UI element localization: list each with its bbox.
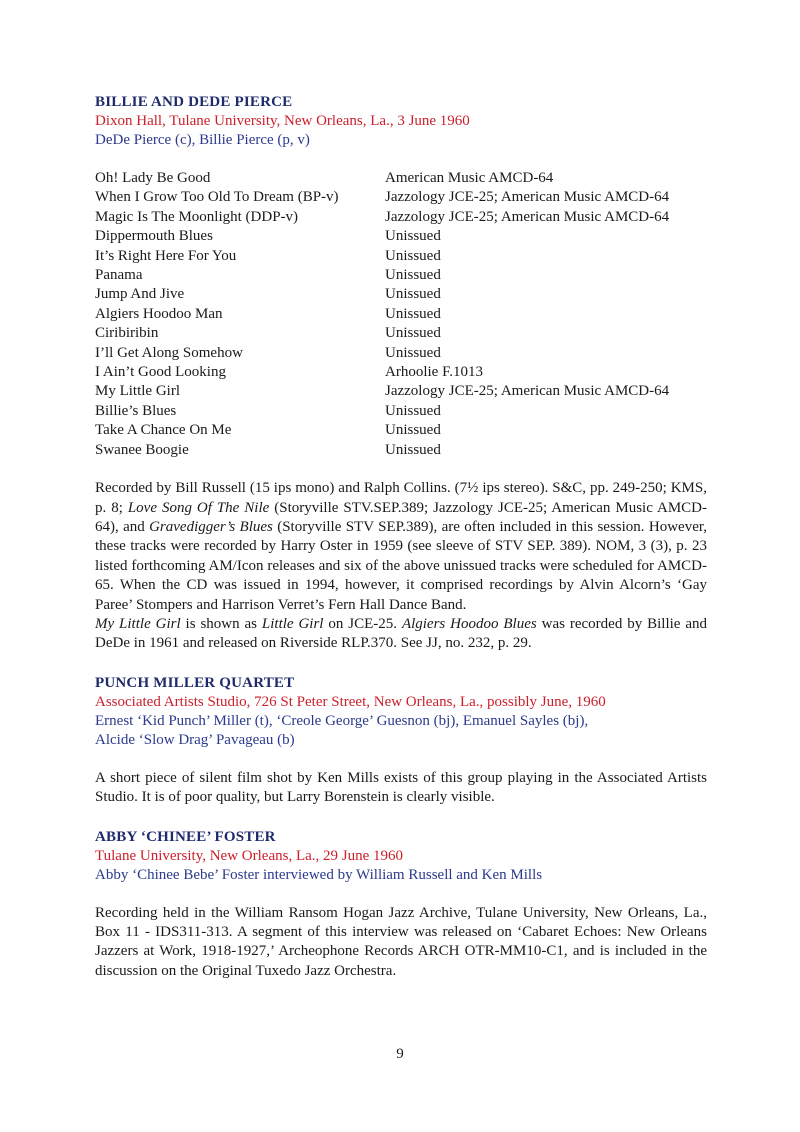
track-issue: Unissued — [385, 422, 441, 439]
section-miller — [95, 673, 707, 808]
track-issue: Unissued — [385, 325, 441, 342]
track-title: Algiers Hoodoo Man — [95, 305, 223, 322]
track-title: Magic Is The Moonlight (DDP-v) — [95, 208, 299, 225]
track-issue: Unissued — [385, 267, 441, 284]
section-title: PUNCH MILLER QUARTET — [95, 674, 295, 691]
track-row — [95, 208, 707, 227]
session-note: Recording held in the William Ransom Hogan Jazz Archive, Tulane University, New Orleans, La., Box 11 - IDS311-313. A segment of this interview was released on ‘Cabaret Echoes: New Orleans Jazzers at Work, 1918-1927,’ Archeophone Records ARCH OTR-MM10-C1, and is included in the discussion on the Original Tuxedo Jazz Orchestra. — [95, 904, 707, 979]
section-title: ABBY ‘CHINEE’ FOSTER — [95, 828, 276, 845]
track-row — [95, 382, 707, 401]
track-issue: Jazzology JCE-25; American Music AMCD-64 — [385, 208, 670, 225]
page-body — [95, 92, 707, 981]
track-title: I’ll Get Along Somehow — [95, 344, 243, 361]
section-pierce — [95, 92, 707, 654]
track-title: Billie’s Blues — [95, 402, 177, 419]
track-issue: Unissued — [385, 247, 441, 264]
track-title: I Ain’t Good Looking — [95, 364, 226, 381]
section-title: BILLIE AND DEDE PIERCE — [95, 94, 293, 110]
session-personnel: Ernest ‘Kid Punch’ Miller (t), ‘Creole George’ Guesnon (bj), Emanuel Sayles (bj), — [95, 712, 589, 729]
track-row — [95, 402, 707, 421]
track-row — [95, 285, 707, 304]
session-location: Associated Artists Studio, 726 St Peter Street, New Orleans, La., possibly June, 1960 — [95, 693, 606, 710]
track-title: Dippermouth Blues — [95, 228, 213, 245]
session-location: Tulane University, New Orleans, La., 29 June 1960 — [95, 847, 404, 864]
track-title: Panama — [95, 267, 143, 284]
track-row — [95, 247, 707, 266]
session-note: A short piece of silent film shot by Ken Mills exists of this group playing in the Associated Artists Studio. It is of poor quality, but Larry Borenstein is clearly visible. — [95, 769, 707, 806]
track-issue: Jazzology JCE-25; American Music AMCD-64 — [385, 189, 670, 206]
track-issue: American Music AMCD-64 — [385, 170, 554, 186]
track-title: Jump And Jive — [95, 286, 185, 303]
track-issue: Unissued — [385, 344, 441, 361]
track-list — [95, 169, 707, 460]
track-issue: Unissued — [385, 402, 441, 419]
track-title: Swanee Boogie — [95, 441, 189, 458]
track-row — [95, 324, 707, 343]
track-row — [95, 188, 707, 207]
track-row — [95, 441, 707, 460]
section-foster — [95, 827, 707, 982]
track-issue: Arhoolie F.1013 — [385, 364, 483, 381]
track-title: My Little Girl — [95, 383, 180, 400]
session-personnel: Abby ‘Chinee Bebe’ Foster interviewed by William Russell and Ken Mills — [95, 866, 543, 883]
track-row — [95, 305, 707, 324]
track-title: Take A Chance On Me — [95, 422, 232, 439]
track-title: It’s Right Here For You — [95, 247, 237, 264]
session-personnel-cont: Alcide ‘Slow Drag’ Pavageau (b) — [95, 731, 295, 748]
track-row — [95, 363, 707, 382]
session-note: Recorded by Bill Russell (15 ips mono) and Ralph Collins. (7½ ips stereo). S&C, pp. 249-250; KMS, p. 8; Love Song Of The Nile (Storyville STV.SEP.389; Jazzology JCE-25; American Music AMCD-64), and Gravedigger’s Blues (Storyville STV SEP.389), are often included in this session. However, these tracks were recorded by Harry Oster in 1959 (see sleeve of STV SEP. 389). NOM, 3 (3), p. 23 listed forthcoming AM/Icon releases and six of the above unissued tracks were scheduled for AMCD-65. When the CD was issued in 1994, however, it comprised recordings by Alvin Alcorn’s ‘Gay Paree’ Stompers and Harrison Verret’s Fern Hall Dance Band. — [95, 480, 708, 613]
track-issue: Unissued — [385, 441, 441, 458]
track-row — [95, 227, 707, 246]
track-row — [95, 421, 707, 440]
session-note-2: My Little Girl is shown as Little Girl on JCE-25. Algiers Hoodoo Blues was recorded by Billie and DeDe in 1961 and released on Riverside RLP.370. See JJ, no. 232, p. 29. — [95, 615, 708, 652]
track-issue: Unissued — [385, 228, 441, 245]
track-title: Ciribiribin — [95, 325, 159, 342]
session-personnel: DeDe Pierce (c), Billie Pierce (p, v) — [95, 132, 310, 148]
track-title: Oh! Lady Be Good — [95, 170, 211, 186]
track-row — [95, 344, 707, 363]
track-row — [95, 266, 707, 285]
track-issue: Unissued — [385, 305, 441, 322]
track-title: When I Grow Too Old To Dream (BP-v) — [95, 189, 339, 206]
track-row — [95, 169, 707, 188]
session-location: Dixon Hall, Tulane University, New Orleans, La., 3 June 1960 — [95, 113, 470, 129]
track-issue: Unissued — [385, 286, 441, 303]
page-number: 9 — [396, 1046, 404, 1062]
track-issue: Jazzology JCE-25; American Music AMCD-64 — [385, 383, 670, 400]
